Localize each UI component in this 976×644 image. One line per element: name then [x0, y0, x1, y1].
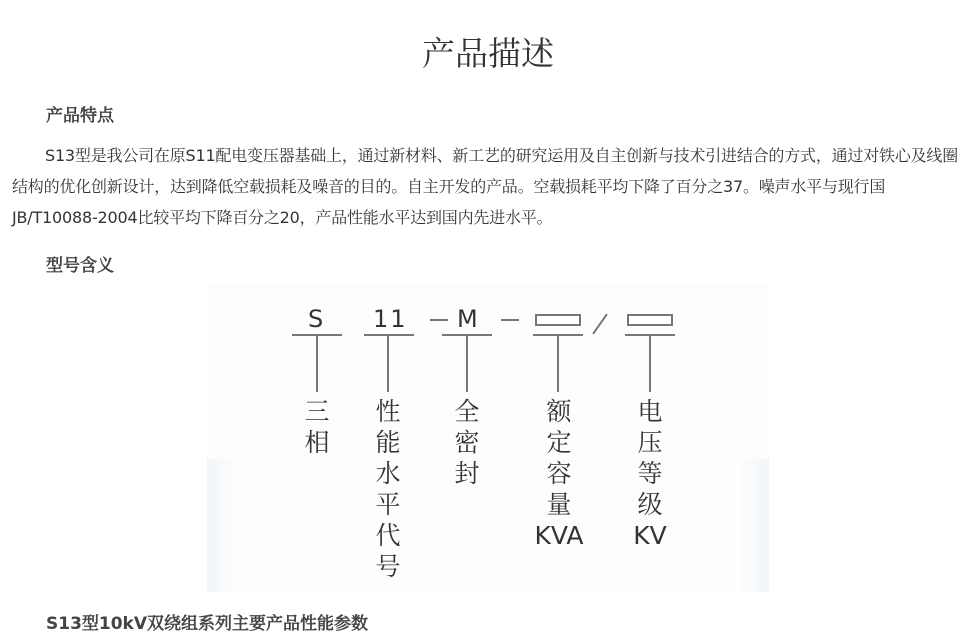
code-sealed: M [457, 305, 480, 333]
model-meaning-heading: 型号含义 [46, 256, 114, 276]
params-heading: S13型10kV双绕组系列主要产品性能参数 [46, 614, 369, 634]
connector-series [316, 336, 318, 392]
label-rated-capacity: 额 定 容 量 KVA [534, 397, 584, 550]
connector-performance [387, 336, 389, 392]
page-title: 产品描述 [422, 34, 554, 73]
label-fully-sealed: 全 密 封 [454, 397, 480, 488]
label-performance-code: 性 能 水 平 代 号 [375, 397, 401, 581]
label-voltage-level: 电 压 等 级 KV [633, 397, 667, 550]
code-series: S [308, 305, 326, 333]
underline-performance [364, 334, 414, 336]
connector-sealed [466, 336, 468, 392]
slash [592, 314, 607, 335]
features-heading: 产品特点 [46, 106, 114, 126]
dash-2 [501, 319, 519, 321]
capacity-box [535, 314, 581, 326]
dash-1 [430, 319, 448, 321]
model-meaning-diagram [207, 284, 769, 592]
features-text: S13型是我公司在原S11配电变压器基础上，通过新材料、新工艺的研究运用及自主创新与技术引进结合的方式，通过对铁心及线圈结构的优化创新设计，达到降低空载损耗及噪音的目的。自主开发的产品。空载损耗平均下降了百分之37。噪声水平与现行国JB/T10088-2004比较平均下降百分之20，产品性能水平达到国内先进水平。 [12, 146, 959, 227]
diagram-shade-left [207, 459, 243, 592]
connector-capacity [557, 336, 559, 392]
label-three-phase: 三 相 [304, 397, 330, 457]
diagram-shade-right [733, 459, 769, 592]
connector-voltage [649, 336, 651, 392]
code-performance: 11 [373, 305, 408, 333]
voltage-box [627, 314, 673, 326]
